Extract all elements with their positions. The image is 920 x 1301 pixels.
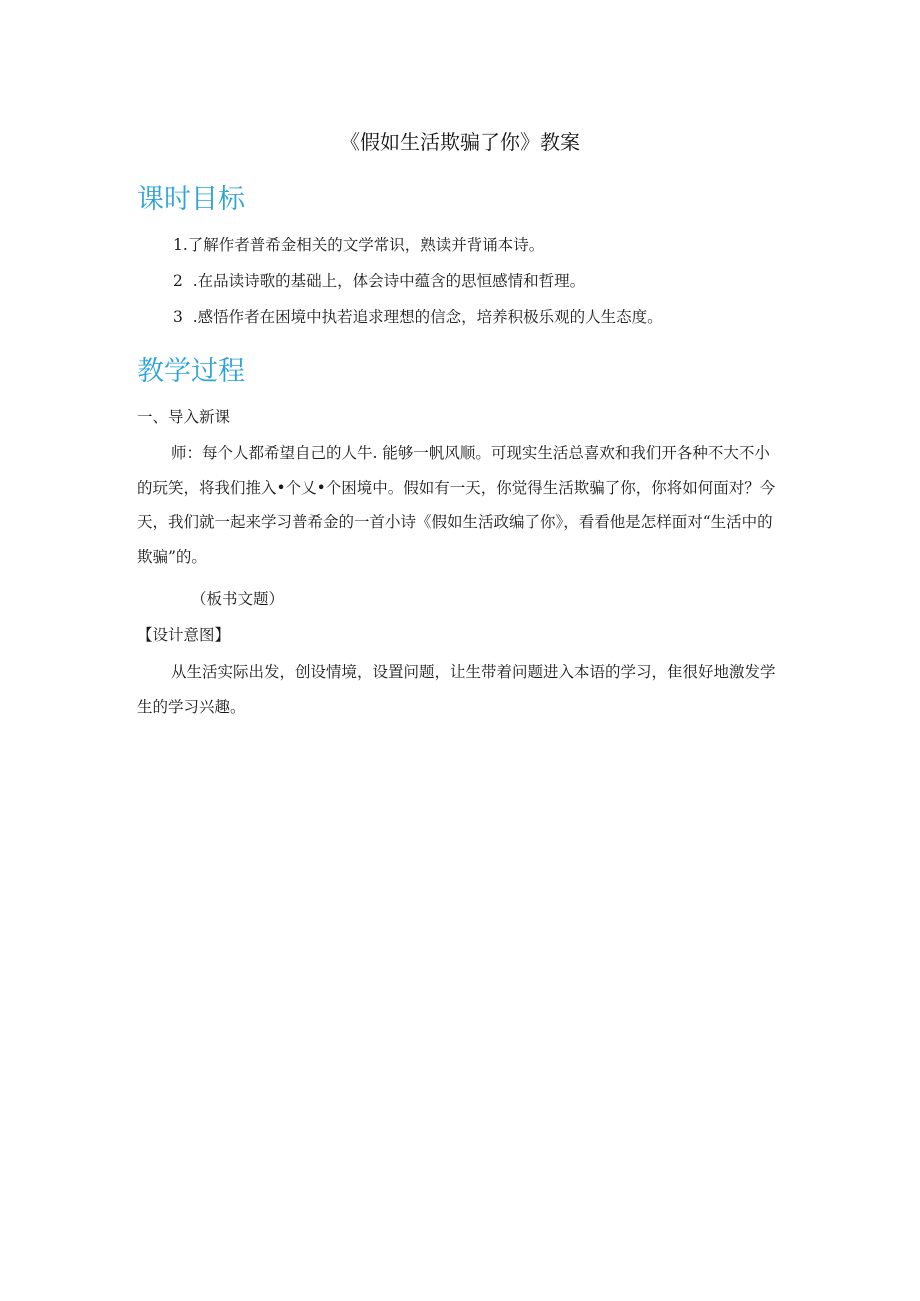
- design-intent-paragraph: 从生活实际出发，创设情境，设置问题，让生带着问题进入本语的学习，隹很好地激发学生的学习兴趣。: [137, 663, 776, 716]
- goal-item-text: 感悟作者在困境中执若追求理想的信念，培养积极乐观的人生态度。: [197, 308, 663, 326]
- board-note: （板书文题）: [191, 590, 285, 608]
- process-heading: 教学过程: [137, 356, 245, 387]
- document-title: 《假如生活欺骗了你》教案: [340, 130, 580, 154]
- goal-item-number: 3 .: [173, 308, 198, 326]
- goal-item-2: [173, 270, 585, 292]
- goal-item-3: [173, 306, 663, 328]
- goal-item-text: 了解作者普希金相关的文学常识，熟读并背诵本诗。: [187, 236, 545, 254]
- goal-item-number: 1.: [173, 236, 188, 254]
- goal-item-1: [173, 234, 544, 256]
- subsection-title: 一、导入新课: [137, 408, 231, 426]
- design-intent-label: 【设计意图】: [137, 626, 231, 644]
- goals-heading: 课时目标: [137, 184, 245, 215]
- teacher-paragraph: 师：每个人都希望自己的人牛. 能够一帆风顺。可现实生活总喜欢和我们开各种不大不小的玩笑，将我们推入•个乂•个困境中。假如有一天，你觉得生活欺骗了你，你将如何面对？今天，我们就一起来学习普希金的一首小诗《假如生活政编了你》，看看他是怎样面对“生活中的欺骗”的。: [137, 444, 776, 567]
- goal-item-text: 在品读诗歌的基础上，体会诗中蕴含的思恒感情和哲理。: [197, 272, 586, 290]
- goal-item-number: 2 .: [173, 272, 198, 290]
